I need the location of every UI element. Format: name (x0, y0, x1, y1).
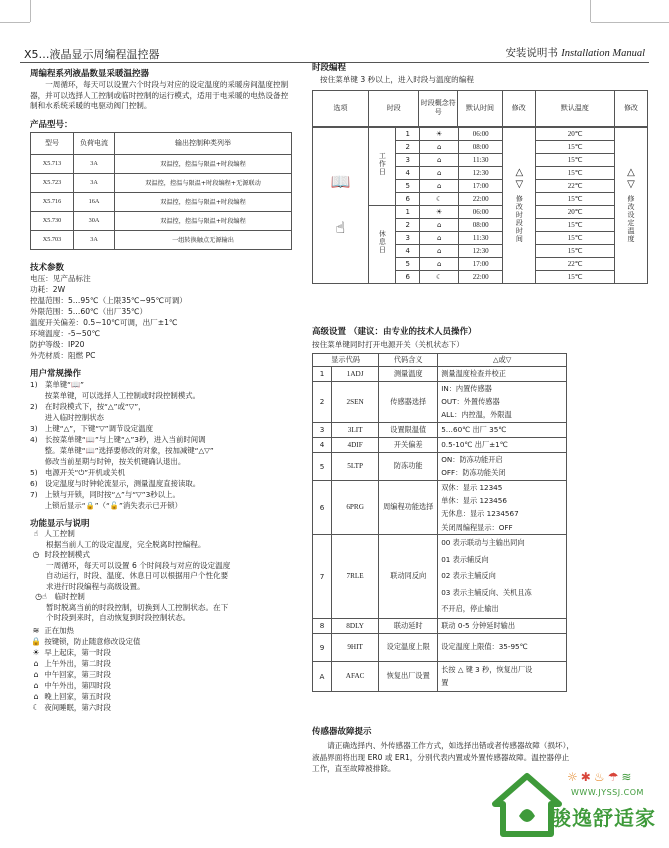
table-header-row (313, 90, 648, 126)
icon-desc: 正在加热 (44, 625, 74, 635)
table-row (313, 452, 567, 480)
slot-number: 4 (396, 166, 420, 179)
row-meaning: 开关偏差 (379, 437, 438, 452)
down-arrow-icon: ▽ (627, 179, 635, 190)
func-timed-desc-0: 一周循环，每天可以设置 6 个时间段与对应的设定温度 (46, 560, 231, 570)
table-cell: 30A (74, 211, 115, 230)
slot-symbol: ⌂ (420, 231, 459, 244)
left-column (30, 67, 292, 714)
table-row (31, 173, 292, 192)
row-index: 2 (313, 381, 332, 422)
slot-number: 5 (396, 179, 420, 192)
watermark-logo (489, 762, 661, 842)
row-desc: 联动 0-5 分钟延时输出 (438, 618, 567, 633)
tech-param: 外壳材质：阻燃 PC (30, 351, 96, 361)
prog-section (312, 61, 648, 286)
slot-temp: 20℃ (536, 127, 615, 140)
table-cell: X5.716 (31, 192, 74, 211)
sensor-body: 请正确选择内、外传感器工作方式，如选择出错或者传感器故障（损坏），液晶界面将出现 ER0 或 ER1，分别代表内置或外置传感器故障。温控器停止工作，直至故障被排除。 (312, 741, 574, 773)
lock-icon: 🔒 (31, 636, 41, 646)
slot-temp: 22℃ (536, 179, 615, 192)
row-meaning: 传感器选择 (379, 381, 438, 422)
hand-icon: ☝ (33, 529, 39, 539)
table-row (313, 618, 567, 633)
func-timed (30, 550, 292, 561)
moon-icon: ☾ (32, 702, 40, 712)
table-cell: 双温控，控温与限温+时段编程 (115, 154, 292, 173)
icon-desc: 夜间睡眠，第六时段 (44, 702, 111, 712)
tech-param: 功耗：2W (30, 284, 66, 294)
row-index: A (313, 661, 332, 691)
ops-list (30, 379, 292, 511)
row-desc: ON：防冻功能开启 OFF：防冻功能关闭 (438, 452, 567, 480)
row-code: 3LIT (332, 422, 379, 437)
home-icon: ⌂ (33, 669, 39, 679)
header-manual-label (505, 45, 645, 60)
icon-desc: 按键锁，防止随意修改设定值 (44, 636, 141, 646)
func-temp-desc-0: 暂时脱离当前的时段控制，切换到人工控制状态。在下 (46, 602, 229, 612)
slot-temp: 15℃ (536, 153, 615, 166)
table-cell: 双温控，控温与限温+时段编程 (115, 211, 292, 230)
heating-icon: ≋ (32, 625, 40, 635)
prog-rows (312, 127, 648, 284)
ops-line: 上锁后显示“🔒”（“🔓”消失表示已开锁） (30, 501, 182, 511)
restday-label: 休息日 (368, 205, 395, 283)
func-timed-desc-1: 自动运行，时段、温度、休息日可以根据用户个性化要 (46, 571, 229, 581)
row-desc: 5…60℃ 出厂 35℃ (438, 422, 567, 437)
func-timed-title: 时段控制模式 (44, 550, 90, 560)
slot-number: 3 (396, 231, 420, 244)
slot-number: 1 (396, 127, 420, 140)
crop-mark (590, 0, 591, 22)
table-row (313, 661, 567, 691)
slot-temp: 15℃ (536, 192, 615, 205)
func-manual-desc: 根据当前人工的设定温度，完全脱离时控编程。 (46, 539, 206, 549)
header-title: X5…液晶显示周编程温控器 (24, 48, 160, 61)
book-icon: 📖 (330, 172, 351, 191)
slot-symbol: ☀ (420, 127, 459, 140)
table-header: △或▽ (438, 353, 567, 366)
row-index: 1 (313, 366, 332, 381)
modify-time-cell (503, 127, 536, 283)
row-code: 9HIT (332, 633, 379, 661)
tech-param: 温度开关偏差：0.5~10℃可调，出厂±1℃ (30, 317, 178, 327)
table-header: 输出控制种类列举 (115, 132, 292, 154)
table-header: 默认温度 (535, 90, 614, 126)
table-cell: X5.730 (31, 211, 74, 230)
slot-time: 06:00 (458, 205, 502, 218)
row-desc: 双休：显示 12345 单休：显示 123456 无休息：显示 1234567 关闭周编程显示：OFF (438, 480, 567, 535)
table-cell: 3A (74, 173, 115, 192)
tech-param: 外限范围：5…60℃（出厂35℃） (30, 306, 148, 316)
products-title: 产品型号： (30, 119, 73, 130)
table-row (313, 366, 567, 381)
row-index: 5 (313, 452, 332, 480)
option-cell (313, 127, 369, 283)
slot-number: 2 (396, 140, 420, 153)
slot-time: 11:30 (458, 231, 502, 244)
adv-table (312, 353, 567, 692)
slot-symbol: ⌂ (420, 257, 459, 270)
return-icon: ⌂ (33, 691, 39, 701)
adv-desc: 按住菜单键同时打开电源开关（关机状态下） (312, 340, 464, 349)
ops-title: 用户常规操作 (30, 369, 82, 380)
slot-time: 08:00 (458, 218, 502, 231)
slot-temp: 15℃ (536, 218, 615, 231)
table-cell: 3A (74, 230, 115, 249)
row-meaning: 联动同反向 (379, 535, 438, 619)
prog-table-body (312, 127, 648, 286)
slot-symbol: ⌂ (420, 166, 459, 179)
row-code: 1ADJ (332, 366, 379, 381)
table-row (313, 480, 567, 535)
func-manual (30, 529, 292, 540)
table-row (313, 422, 567, 437)
modify-time-label: 修改时段时间 (515, 195, 524, 243)
table-cell: 双温控，控温与限温+时段编程 (115, 192, 292, 211)
slot-symbol: ⌂ (420, 140, 459, 153)
ops-line: 修改当前星期与时钟，按关机键确认退出。 (30, 457, 186, 467)
header-manual-cn: 安装说明书 (505, 47, 558, 59)
table-header: 显示代码 (313, 353, 379, 366)
table-header-row (313, 353, 567, 366)
list-item (30, 648, 292, 659)
leave-icon: ⌂ (33, 658, 39, 668)
list-item (30, 703, 292, 714)
func-title: 功能显示与说明 (30, 519, 90, 530)
table-row (31, 230, 292, 249)
watermark-weather-icons: ☼✱♨☂≋ (567, 770, 635, 784)
row-meaning: 测量温度 (379, 366, 438, 381)
ops-line: 5) 电源开关“⏻”开机或关机 (30, 468, 125, 478)
table-header: 代码含义 (379, 353, 438, 366)
list-item (30, 692, 292, 703)
slot-temp: 15℃ (536, 244, 615, 257)
table-row (313, 633, 567, 661)
products-table (30, 132, 292, 250)
slot-number: 6 (396, 270, 420, 283)
tech-param: 电压：见产品标注 (30, 273, 91, 283)
row-code: 7RLE (332, 535, 379, 619)
ops-line: 1) 菜单键“📖” (30, 380, 85, 390)
adv-title: 高级设置 （建议：由专业的技术人员操作） (312, 327, 477, 337)
prog-table (312, 90, 648, 127)
header-manual-en: Installation Manual (561, 48, 645, 59)
row-desc: 设定温度上限值：35-95℃ (438, 633, 567, 661)
row-meaning: 联动延时 (379, 618, 438, 633)
row-meaning: 设置限温值 (379, 422, 438, 437)
slot-temp: 15℃ (536, 166, 615, 179)
slot-symbol: ☾ (420, 270, 459, 283)
table-cell: 16A (74, 192, 115, 211)
icon-desc: 晚上回家，第五时段 (44, 691, 111, 701)
slot-number: 3 (396, 153, 420, 166)
table-row (313, 437, 567, 452)
slot-number: 2 (396, 218, 420, 231)
row-index: 8 (313, 618, 332, 633)
slot-symbol: ⌂ (420, 244, 459, 257)
modify-temp-cell (615, 127, 648, 283)
ops-line: 整。菜单键“📖”选择要修改的对象，按加减键“△▽” (30, 446, 214, 456)
slot-time: 17:00 (458, 257, 502, 270)
table-header: 时段 (369, 90, 419, 126)
list-item (30, 637, 292, 648)
tech-param: 控温范围：5…95℃（上限35℃~95℃可调） (30, 295, 187, 305)
table-row (31, 192, 292, 211)
table-header: 默认时间 (458, 90, 503, 126)
list-item (30, 681, 292, 692)
func-temp (30, 592, 292, 603)
table-header: 选项 (313, 90, 369, 126)
slot-symbol: ☀ (420, 205, 459, 218)
row-index: 6 (313, 480, 332, 535)
row-code: 5LTP (332, 452, 379, 480)
row-meaning: 恢复出厂设置 (379, 661, 438, 691)
sensor-title: 传感器故障提示 (312, 727, 372, 737)
row-code: 2SEN (332, 381, 379, 422)
list-item (30, 659, 292, 670)
slot-time: 22:00 (458, 270, 502, 283)
row-meaning: 设定温度上限 (379, 633, 438, 661)
tech-param: 环境温度：-5~50℃ (30, 328, 101, 338)
table-cell: X5.703 (31, 230, 74, 249)
ops-line: 按菜单键，可以选择人工控制或时段控制模式。 (30, 391, 200, 401)
icon-desc: 上午外出，第二时段 (44, 658, 111, 668)
func-manual-title: 人工控制 (44, 529, 75, 539)
table-header: 负荷电流 (74, 132, 115, 154)
table-row (313, 381, 567, 422)
slot-time: 22:00 (458, 192, 502, 205)
up-arrow-icon: △ (515, 167, 524, 178)
row-desc: 长按 △ 键 3 秒，恢复出厂设 置 (438, 661, 567, 691)
func-timed-desc-2: 求进行时段编程与高级设置。 (46, 581, 145, 591)
row-meaning: 周编程功能选择 (379, 480, 438, 535)
icon-desc: 中午回家，第三时段 (44, 669, 111, 679)
row-code: 6PRG (332, 480, 379, 535)
table-header: 型号 (31, 132, 74, 154)
icon-legend (30, 626, 292, 714)
ops-line: 6) 设定温度与时钟轮流显示，测量温度直接读取。 (30, 479, 201, 489)
table-row (313, 127, 648, 140)
table-header: 时段概念符号 (419, 90, 458, 126)
slot-number: 6 (396, 192, 420, 205)
row-desc: IN：内置传感器 OUT：外置传感器 ALL：内控温，外限温 (438, 381, 567, 422)
slot-temp: 22℃ (536, 257, 615, 270)
func-temp-title: 临时控制 (54, 592, 85, 602)
table-row (31, 154, 292, 173)
slot-temp: 15℃ (536, 231, 615, 244)
slot-time: 17:00 (458, 179, 502, 192)
func-temp-desc-1: 个时段到来时，自动恢复到时段控制状态。 (46, 613, 191, 623)
row-desc: 00 表示联动与主输出同向 01 表示辅反向 02 表示主辅反向 03 表示主辅反向、关机且冻 不开启，停止输出 (438, 535, 567, 619)
out-icon: ⌂ (33, 680, 39, 690)
table-row (31, 211, 292, 230)
row-code: AFAC (332, 661, 379, 691)
ops-line: 2) 在时段模式下，按“△”或“▽”， (30, 402, 146, 412)
row-meaning: 防冻功能 (379, 452, 438, 480)
watermark-url: WWW.JYSSJ.COM (571, 788, 644, 797)
row-index: 4 (313, 437, 332, 452)
crop-mark (591, 22, 669, 23)
ops-line: 4) 长按菜单键“📖”与上键“△”3秒，进入当前时间调 (30, 435, 206, 445)
row-code: 4DIF (332, 437, 379, 452)
intro-body: 一周循环，每天可以设置六个时段与对应的设定温度的采暖房间温度控制器，并可以选择人工控制或临时控制的运行模式，适用于电采暖的电热设备控制和水系统采暖的电驱动阀门控制。 (30, 80, 289, 110)
slot-number: 1 (396, 205, 420, 218)
slot-symbol: ⌂ (420, 218, 459, 231)
slot-time: 12:30 (458, 166, 502, 179)
row-code: 8DLY (332, 618, 379, 633)
table-cell: 3A (74, 154, 115, 173)
table-cell: 双温控，控温与限温+时段编程+无源联动 (115, 173, 292, 192)
slot-symbol: ⌂ (420, 179, 459, 192)
clock-hand-icon: ◷☝ (35, 592, 47, 602)
watermark-brand: 骏逸舒适家 (551, 806, 656, 830)
slot-temp: 15℃ (536, 270, 615, 283)
prog-desc: 按住菜单键 3 秒以上，进入时段与温度的编程 (320, 75, 474, 84)
slot-number: 5 (396, 257, 420, 270)
row-index: 3 (313, 422, 332, 437)
down-arrow-icon: ▽ (515, 179, 524, 190)
slot-symbol: ⌂ (420, 153, 459, 166)
icon-desc: 早上起床，第一时段 (44, 647, 111, 657)
crop-mark (30, 0, 31, 22)
modify-temp-label: 修改设定温度 (627, 195, 635, 243)
table-cell: X5.723 (31, 173, 74, 192)
ops-line: 进入临时控制状态 (30, 413, 104, 423)
ops-line: 7) 上锁与开锁，同时按“△”与“▽”3秒以上。 (30, 490, 180, 500)
slot-number: 4 (396, 244, 420, 257)
icon-desc: 中午外出，第四时段 (44, 680, 111, 690)
slot-time: 12:30 (458, 244, 502, 257)
table-cell: 一组转换触点无源输出 (115, 230, 292, 249)
up-arrow-icon: △ (627, 167, 635, 178)
sunrise-icon: ☀ (32, 647, 40, 657)
intro-title: 周编程系列液晶数显采暖温控器 (30, 69, 150, 79)
table-cell: X5.713 (31, 154, 74, 173)
slot-temp: 15℃ (536, 140, 615, 153)
row-index: 9 (313, 633, 332, 661)
slot-time: 08:00 (458, 140, 502, 153)
slot-time: 11:30 (458, 153, 502, 166)
workday-label: 工作日 (368, 127, 395, 205)
ops-line: 3) 上键“△”，下键“▽”调节设定温度 (30, 424, 153, 434)
table-row (313, 535, 567, 619)
slot-time: 06:00 (458, 127, 502, 140)
prog-title: 时段编程 (312, 63, 347, 73)
slot-temp: 20℃ (536, 205, 615, 218)
tech-params (30, 273, 292, 362)
table-header: 修改 (614, 90, 647, 126)
row-index: 7 (313, 535, 332, 619)
crop-mark (0, 22, 30, 23)
slot-symbol: ☾ (420, 192, 459, 205)
row-desc: 测量温度检查并校正 (438, 366, 567, 381)
row-desc: 0.5-10℃ 出厂±1℃ (438, 437, 567, 452)
list-item (30, 626, 292, 637)
list-item (30, 670, 292, 681)
clock-icon: ◷ (32, 550, 40, 560)
table-header-row (31, 132, 292, 154)
adv-section (312, 325, 648, 692)
table-header: 修改 (502, 90, 535, 126)
tech-param: 防护等级：IP20 (30, 340, 85, 350)
tech-title: 技术参数 (30, 262, 65, 273)
hand-icon: ☝ (335, 218, 346, 237)
